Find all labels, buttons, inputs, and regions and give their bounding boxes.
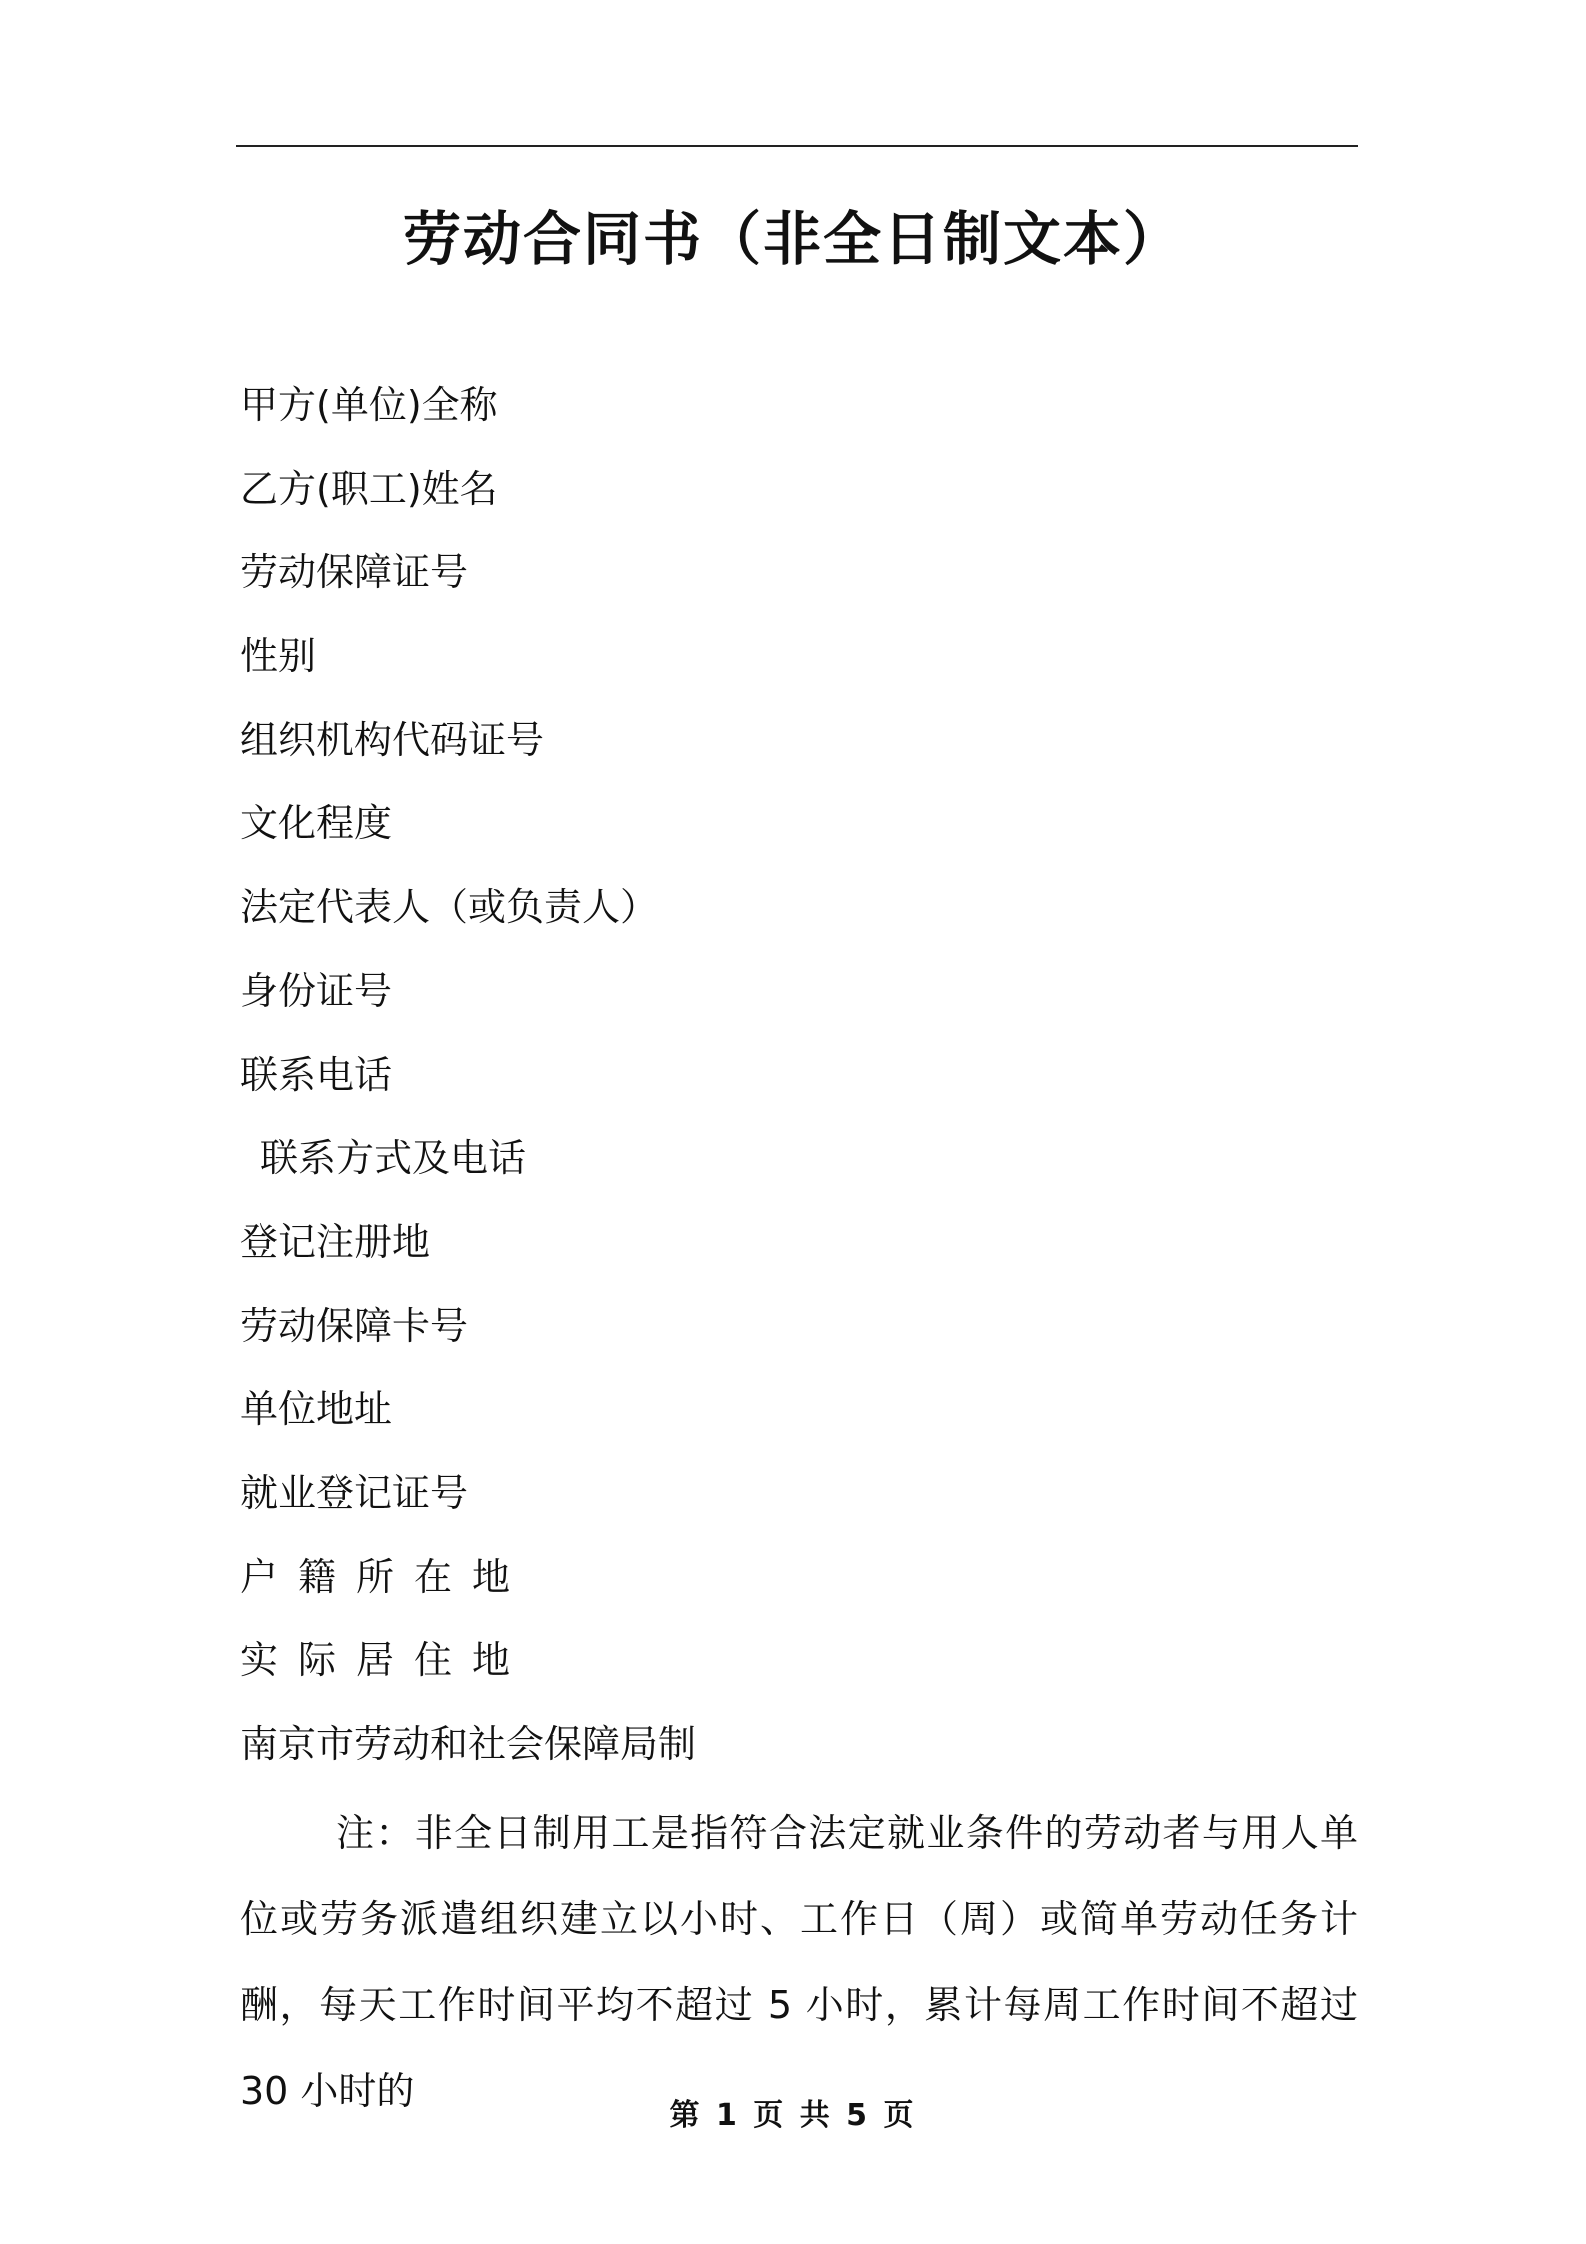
- header-rule: [236, 145, 1358, 147]
- field-list: [240, 370, 1360, 1793]
- field-education: 文化程度: [240, 801, 393, 846]
- field-party-b-name: 乙方(职工)姓名: [240, 466, 498, 511]
- field-phone: 联系电话: [240, 1052, 393, 1097]
- field-company-address: 单位地址: [240, 1387, 393, 1432]
- page-footer: 第 1 页 共 5 页: [669, 2098, 917, 2133]
- field-residence: 实际居住地: [240, 1638, 531, 1683]
- field-registration-place: 登记注册地: [240, 1219, 431, 1264]
- field-legal-rep: 法定代表人（或负责人）: [240, 885, 659, 930]
- field-household-reg: 户籍所在地: [240, 1554, 531, 1599]
- issuer-line: 南京市劳动和社会保障局制: [240, 1722, 697, 1766]
- field-org-code: 组织机构代码证号: [240, 717, 545, 762]
- field-employment-reg: 就业登记证号: [240, 1470, 469, 1515]
- field-labor-card: 劳动保障卡号: [240, 1303, 469, 1348]
- field-party-a-name: 甲方(单位)全称: [240, 383, 498, 427]
- field-id-number: 身份证号: [240, 968, 393, 1013]
- note-paragraph: 注：非全日制用工是指符合法定就业条件的劳动者与用人单位或劳务派遣组织建立以小时、工作日（周）或简单劳动任务计酬，每天工作时间平均不超过 5 小时，累计每周工作时间不超过 30 小时的: [240, 1811, 1358, 2113]
- field-labor-security-id: 劳动保障证号: [240, 550, 469, 595]
- field-contact: 联系方式及电话: [260, 1136, 527, 1181]
- document-title: 劳动合同书（非全日制文本）: [402, 205, 1183, 273]
- field-gender: 性别: [240, 634, 317, 679]
